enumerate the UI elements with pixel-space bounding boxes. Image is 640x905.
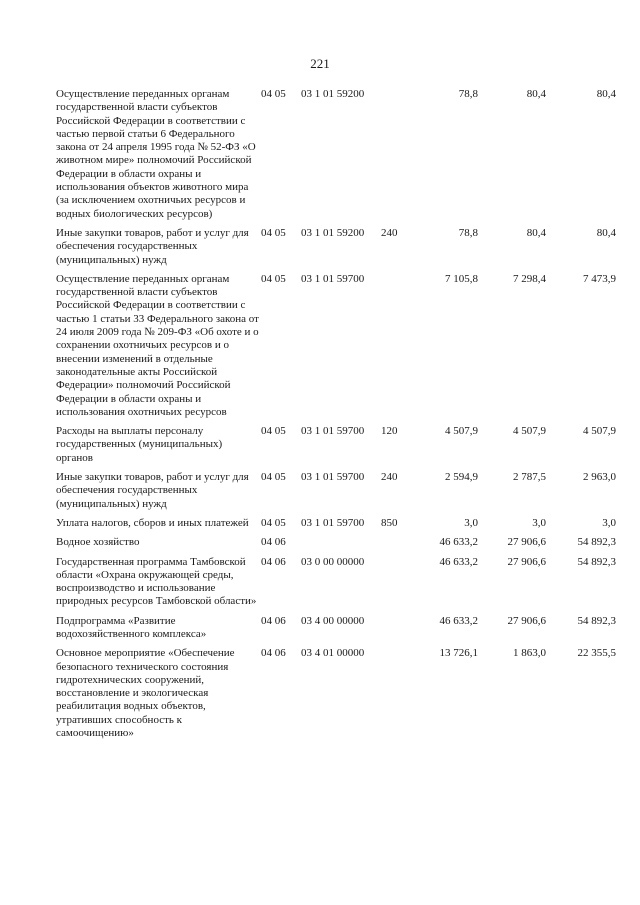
row-name: Иные закупки товаров, работ и услуг для обеспечения государственных (муниципальных) нужд: [56, 226, 249, 266]
amount-year-3: 54 892,3: [577, 536, 616, 549]
target-article-code: 03 1 01 59700: [301, 425, 365, 438]
target-article-code: [301, 536, 381, 555]
table-row: [56, 471, 616, 517]
amount-year-1: 78,8: [458, 226, 478, 239]
amount-year-1: 2 594,9: [445, 471, 478, 484]
table-row: [56, 273, 616, 425]
table-row: [56, 88, 616, 227]
target-article-code: 03 1 01 59700: [301, 272, 365, 285]
amount-year-1: 13 726,1: [439, 647, 478, 660]
row-name: Расходы на выплаты персоналу государственных (муниципальных) органов: [56, 425, 223, 464]
amount-year-3: 4 507,9: [583, 425, 616, 438]
target-article-code: 03 1 01 59200: [301, 88, 365, 100]
budget-table: [56, 88, 616, 746]
section-code: 04 05: [261, 516, 286, 529]
expense-type-code: [381, 615, 406, 648]
table-row: [56, 615, 616, 648]
expense-type-code: 240: [381, 226, 398, 239]
section-code: 04 05: [261, 471, 286, 484]
amount-year-2: 1 863,0: [513, 647, 546, 660]
amount-year-2: 7 298,4: [513, 272, 546, 285]
amount-year-3: 22 355,5: [577, 647, 616, 660]
expense-type-code: 120: [381, 425, 398, 438]
table-row: [56, 425, 616, 471]
expense-type-code: 850: [381, 516, 398, 529]
amount-year-3: 3,0: [602, 516, 616, 529]
expense-type-code: [381, 88, 406, 227]
target-article-code: 03 4 01 00000: [301, 647, 365, 660]
row-name: Подпрограмма «Развитие водохозяйственного комплекса»: [56, 614, 207, 640]
amount-year-3: 80,4: [596, 226, 616, 239]
amount-year-3: 54 892,3: [577, 555, 616, 568]
section-code: 04 05: [261, 226, 286, 239]
amount-year-3: 7 473,9: [583, 272, 616, 285]
target-article-code: 03 4 00 00000: [301, 614, 365, 627]
page-number: 221: [310, 56, 330, 71]
expense-type-code: [381, 647, 406, 746]
row-name: Уплата налогов, сборов и иных платежей: [56, 516, 249, 529]
target-article-code: 03 1 01 59700: [301, 516, 365, 529]
section-code: 04 05: [261, 272, 286, 285]
section-code: 04 05: [261, 88, 286, 100]
section-code: 04 06: [261, 614, 286, 627]
expense-type-code: [381, 273, 406, 425]
row-name: Иные закупки товаров, работ и услуг для обеспечения государственных (муниципальных) нужд: [56, 471, 249, 510]
section-code: 04 06: [261, 555, 286, 568]
amount-year-2: 80,4: [526, 88, 546, 100]
amount-year-2: 2 787,5: [513, 471, 546, 484]
amount-year-3: 80,4: [596, 88, 616, 100]
table-row: [56, 227, 616, 273]
target-article-code: 03 1 01 59200: [301, 226, 365, 239]
amount-year-1: 4 507,9: [445, 425, 478, 438]
amount-year-2: 27 906,6: [507, 614, 546, 627]
table-row: [56, 536, 616, 555]
budget-table-body: [56, 88, 616, 746]
section-code: 04 06: [261, 647, 286, 660]
amount-year-3: 2 963,0: [583, 471, 616, 484]
amount-year-3: 54 892,3: [577, 614, 616, 627]
table-row: [56, 517, 616, 536]
row-name: Водное хозяйство: [56, 536, 140, 549]
row-name: Основное мероприятие «Обеспечение безопасного технического состояния гидротехнических сооружений, восстановление и экологическая реабилитация водных объектов, утративших способность к самоочищению»: [56, 647, 235, 740]
section-code: 04 05: [261, 425, 286, 438]
row-name: Осуществление переданных органам государственной власти субъектов Российской Федерации в соответствии с частью первой статьи 6 Федерального закона от 24 апреля 1995 года № 52-ФЗ «О животном мире» полномочий Российской Федерации в области охраны и использования объектов животного мира (за исключением охотничьих ресурсов и водных биологических ресурсов): [56, 88, 256, 220]
amount-year-1: 46 633,2: [439, 536, 478, 549]
amount-year-1: 46 633,2: [439, 555, 478, 568]
amount-year-1: 7 105,8: [445, 272, 478, 285]
table-row: [56, 647, 616, 746]
row-name: Государственная программа Тамбовской области «Охрана окружающей среды, воспроизводство и использование природных ресурсов Тамбовской области»: [56, 555, 257, 608]
amount-year-2: 4 507,9: [513, 425, 546, 438]
target-article-code: 03 1 01 59700: [301, 471, 365, 484]
amount-year-1: 46 633,2: [439, 614, 478, 627]
amount-year-1: 78,8: [458, 88, 478, 100]
expense-type-code: [381, 556, 406, 615]
amount-year-2: 80,4: [526, 226, 546, 239]
amount-year-2: 27 906,6: [507, 555, 546, 568]
expense-type-code: 240: [381, 471, 398, 484]
row-name: Осуществление переданных органам государственной власти субъектов Российской Федерации в соответствии с частью 1 статьи 33 Федерального закона от 24 июля 2009 года № 209-ФЗ «Об охоте и о сохранении охотничьих ресурсов и о внесении изменений в отдельные законодательные акты Российской Федерации» полномочий Российской Федерации в области охраны и использования охотничьих ресурсов: [56, 272, 259, 418]
amount-year-2: 27 906,6: [507, 536, 546, 549]
section-code: 04 06: [261, 536, 286, 549]
target-article-code: 03 0 00 00000: [301, 555, 365, 568]
amount-year-2: 3,0: [532, 516, 546, 529]
expense-type-code: [381, 536, 406, 555]
amount-year-1: 3,0: [464, 516, 478, 529]
table-row: [56, 556, 616, 615]
